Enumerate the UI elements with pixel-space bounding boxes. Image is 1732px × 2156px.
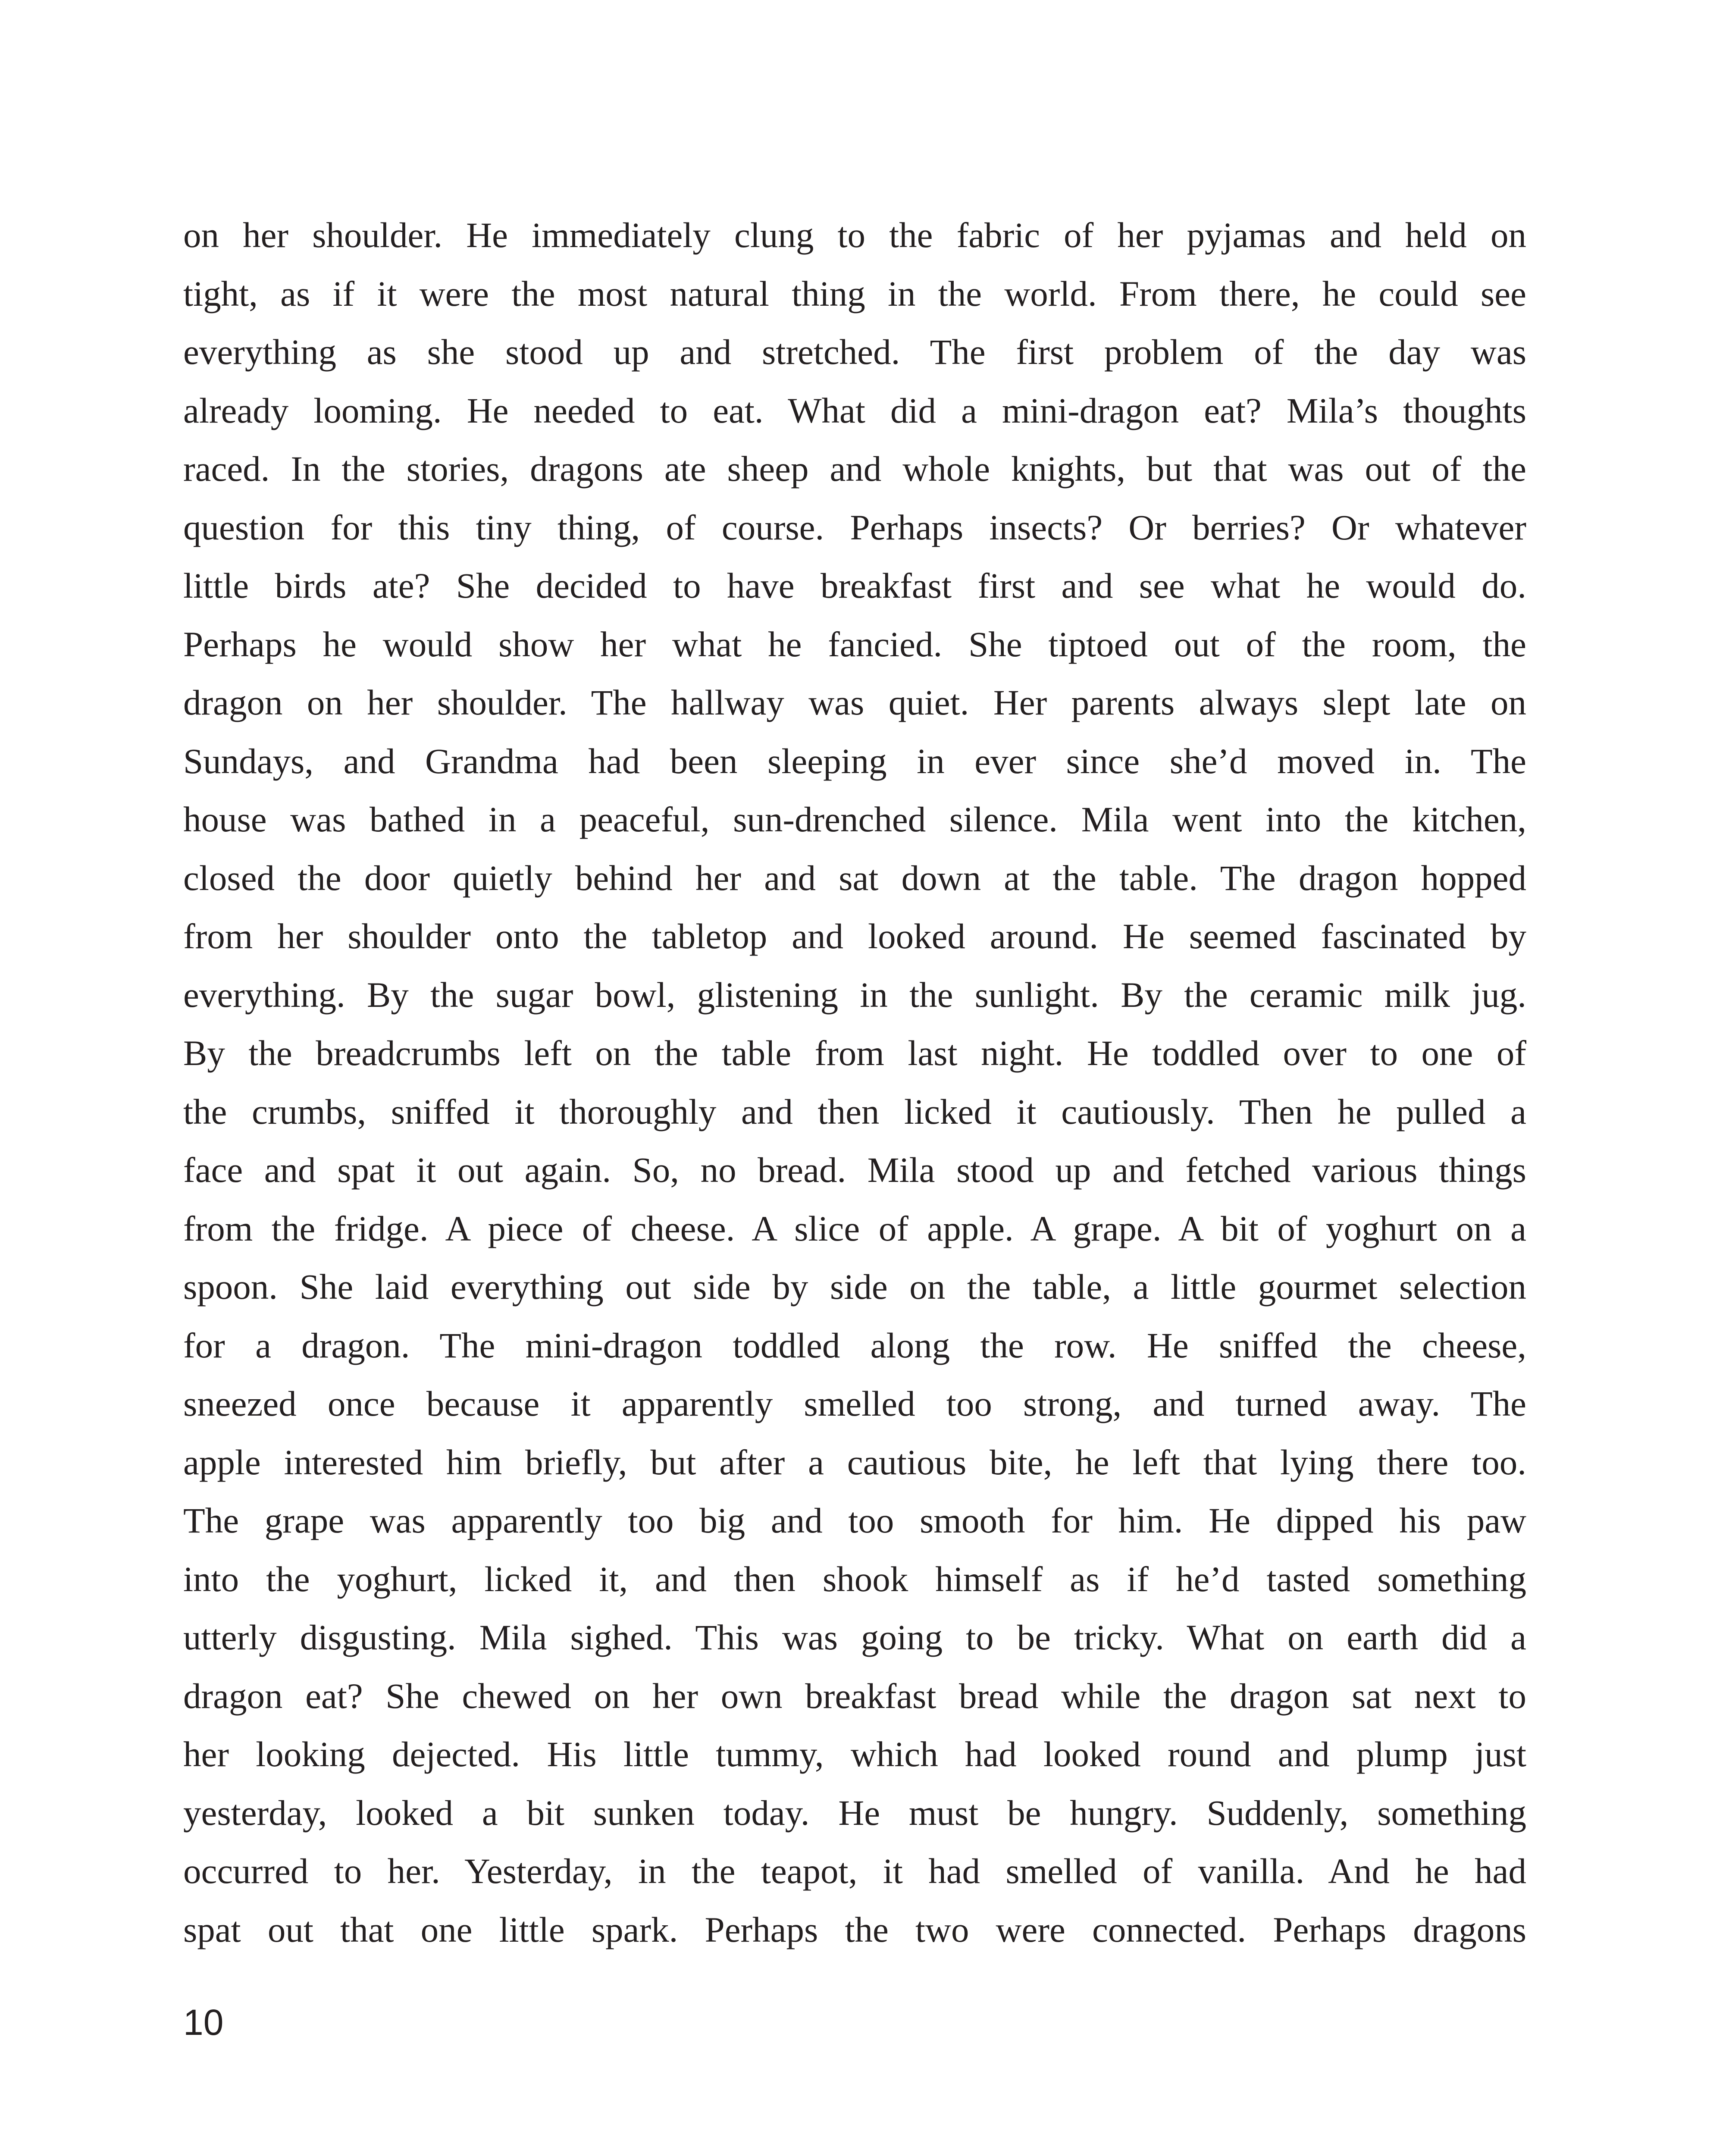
text-line: sneezed once because it apparently smelled too strong, and turned away. The: [183, 1384, 1526, 1423]
page-number: 10: [183, 2002, 224, 2043]
text-line: everything as she stood up and stretched. The first problem of the day was: [183, 332, 1526, 372]
text-line: from the fridge. A piece of cheese. A slice of apple. A grape. A bit of yoghurt on a: [183, 1208, 1526, 1248]
text-line: raced. In the stories, dragons ate sheep and whole knights, but that was out of the: [183, 449, 1526, 489]
text-line: closed the door quietly behind her and sat down at the table. The dragon hopped: [183, 858, 1526, 898]
text-line: the crumbs, sniffed it thoroughly and then licked it cautiously. Then he pulled a: [183, 1091, 1526, 1131]
text-line: By the breadcrumbs left on the table from last night. He toddled over to one of: [183, 1033, 1526, 1073]
text-line: dragon eat? She chewed on her own breakfast bread while the dragon sat next to: [183, 1676, 1526, 1716]
text-line: into the yoghurt, licked it, and then shook himself as if he’d tasted something: [183, 1559, 1526, 1599]
text-line: spat out that one little spark. Perhaps the two were connected. Perhaps dragons: [183, 1909, 1526, 1949]
text-line: for a dragon. The mini-dragon toddled along the row. He sniffed the cheese,: [183, 1325, 1526, 1365]
text-line: from her shoulder onto the tabletop and looked around. He seemed fascinated by: [183, 916, 1526, 956]
text-line: occurred to her. Yesterday, in the teapot, it had smelled of vanilla. And he had: [183, 1851, 1526, 1891]
text-line: dragon on her shoulder. The hallway was quiet. Her parents always slept late on: [183, 683, 1526, 722]
text-line: on her shoulder. He immediately clung to the fabric of her pyjamas and held on: [183, 215, 1526, 255]
text-line: everything. By the sugar bowl, glistening in the sunlight. By the ceramic milk jug.: [183, 975, 1526, 1015]
text-line: house was bathed in a peaceful, sun-drenched silence. Mila went into the kitchen,: [183, 799, 1526, 839]
text-line: little birds ate? She decided to have breakfast first and see what he would do.: [183, 566, 1526, 605]
text-line: yesterday, looked a bit sunken today. He must be hungry. Suddenly, something: [183, 1792, 1526, 1833]
text-line: utterly disgusting. Mila sighed. This was going to be tricky. What on earth did a: [183, 1617, 1526, 1657]
text-line: tight, as if it were the most natural thing in the world. From there, he could see: [183, 273, 1526, 313]
text-line: spoon. She laid everything out side by side on the table, a little gourmet selection: [183, 1267, 1526, 1307]
text-line: question for this tiny thing, of course. Perhaps insects? Or berries? Or whatever: [183, 507, 1526, 547]
text-line: her looking dejected. His little tummy, which had looked round and plump just: [183, 1734, 1526, 1774]
text-line: Sundays, and Grandma had been sleeping in ever since she’d moved in. The: [183, 741, 1526, 781]
body-text: [183, 206, 1526, 1959]
text-line: already looming. He needed to eat. What did a mini-dragon eat? Mila’s thoughts: [183, 390, 1526, 430]
text-line: Perhaps he would show her what he fancied. She tiptoed out of the room, the: [183, 624, 1526, 664]
text-line: apple interested him briefly, but after a cautious bite, he left that lying there too.: [183, 1442, 1526, 1482]
text-line: The grape was apparently too big and too smooth for him. He dipped his paw: [183, 1501, 1526, 1540]
text-line: face and spat it out again. So, no bread. Mila stood up and fetched various things: [183, 1150, 1526, 1190]
